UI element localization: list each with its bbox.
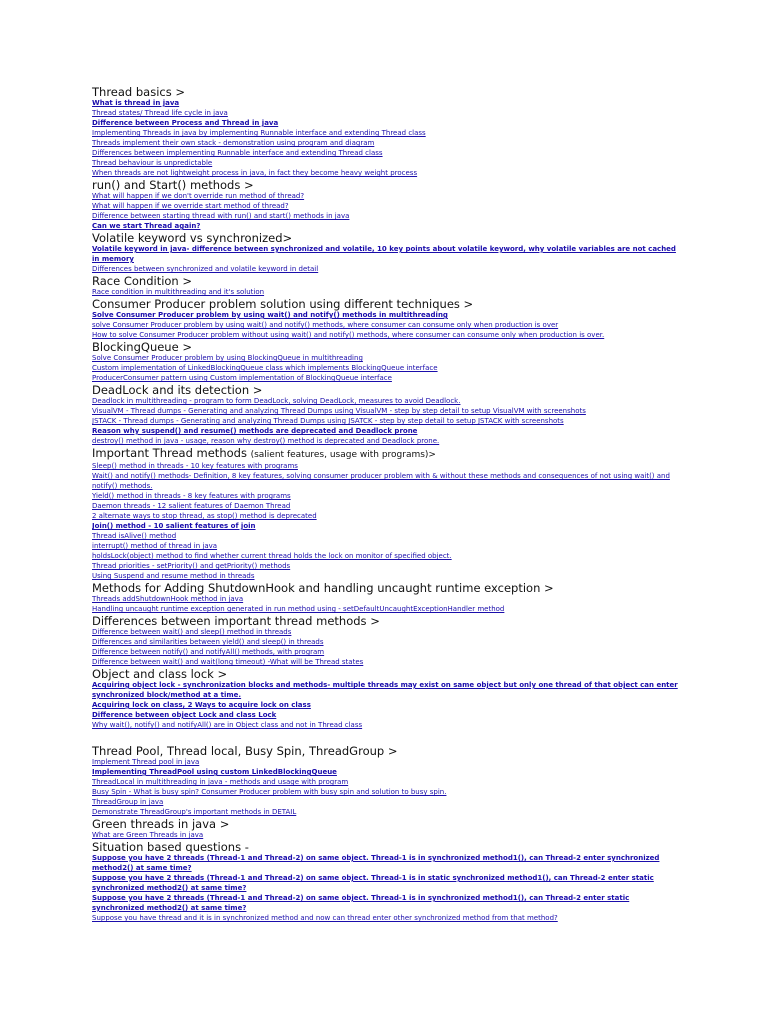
article-link[interactable]: Difference between wait() and sleep() method in threads bbox=[92, 628, 292, 636]
article-link[interactable]: destroy() method in java - usage, reason why destroy() method is deprecated and Deadlock prone. bbox=[92, 437, 440, 445]
article-link[interactable]: Busy Spin - What is busy spin? Consumer Producer problem with busy spin and solution to busy spin. bbox=[92, 788, 447, 796]
article-link[interactable]: Suppose you have 2 threads (Thread-1 and Thread-2) on same object. Thread-1 is in static synchronized method1(), can Thread-2 enter static synchronized method2() at same time? bbox=[92, 874, 654, 892]
article-link[interactable]: Race condition in multithreading and it's solution bbox=[92, 288, 265, 296]
section-object-and-class-lock bbox=[92, 668, 682, 730]
section-blockingqueue bbox=[92, 341, 682, 383]
section-volatile-keyword-vs-synchronized bbox=[92, 232, 682, 274]
article-link[interactable]: What will happen if we don't override run method of thread? bbox=[92, 192, 305, 200]
section-heading-text: Important Thread methods bbox=[92, 446, 247, 460]
article-link[interactable]: Acquiring object lock - synchronization blocks and methods- multiple threads may exist on same object but only one thread of that object can enter synchronized block/method at a time. bbox=[92, 681, 678, 699]
section-heading bbox=[92, 447, 682, 461]
section-heading bbox=[92, 384, 682, 396]
article-link[interactable]: Difference between Process and Thread in java bbox=[92, 119, 279, 127]
article-link[interactable]: Thread states/ Thread life cycle in java bbox=[92, 109, 228, 117]
section-heading-text: Object and class lock > bbox=[92, 667, 228, 681]
section-green-threads-in-java bbox=[92, 818, 682, 840]
article-link[interactable]: Solve Consumer Producer problem by using wait() and notify() methods in multithreading bbox=[92, 311, 448, 319]
article-link[interactable]: What are Green Threads in java bbox=[92, 831, 204, 839]
section-heading-text: Differences between important thread methods > bbox=[92, 614, 380, 628]
section-heading-text: Methods for Adding ShutdownHook and handling uncaught runtime exception > bbox=[92, 581, 554, 595]
article-link[interactable]: Difference between object Lock and class Lock bbox=[92, 711, 277, 719]
article-link[interactable]: VisualVM - Thread dumps - Generating and analyzing Thread Dumps using VisualVM - step by step detail to setup VisualVM with screenshots bbox=[92, 407, 586, 415]
article-link[interactable]: Custom implementation of LinkedBlockingQueue class which implements BlockingQueue interface bbox=[92, 364, 438, 372]
section-race-condition bbox=[92, 275, 682, 297]
article-link[interactable]: Demonstrate ThreadGroup's important methods in DETAIL bbox=[92, 808, 297, 816]
section-heading bbox=[92, 841, 682, 853]
article-link[interactable]: Yield() method in threads - 8 key features with programs bbox=[92, 492, 291, 500]
article-link[interactable]: Thread isAlive() method bbox=[92, 532, 177, 540]
article-link[interactable]: Threads implement their own stack - demonstration using program and diagram bbox=[92, 139, 375, 147]
section-heading-text: BlockingQueue > bbox=[92, 340, 192, 354]
article-link[interactable]: What will happen if we override start method of thread? bbox=[92, 202, 289, 210]
section-heading bbox=[92, 818, 682, 830]
article-link[interactable]: Differences between synchronized and volatile keyword in detail bbox=[92, 265, 319, 273]
document-body bbox=[92, 85, 682, 923]
article-link[interactable]: Difference between wait() and wait(long timeout) -What will be Thread states bbox=[92, 658, 364, 666]
section-heading bbox=[92, 341, 682, 353]
section-methods-for-adding-shutdownhook-and-hand bbox=[92, 582, 682, 614]
section-thread-pool-thread-local-busy-spin-threa bbox=[92, 730, 682, 817]
article-link[interactable]: Difference between starting thread with run() and start() methods in java bbox=[92, 212, 350, 220]
article-link[interactable]: Implementing Threads in java by implementing Runnable interface and extending Thread class bbox=[92, 129, 426, 137]
section-differences-between-important-thread-met bbox=[92, 615, 682, 667]
article-link[interactable]: Daemon threads - 12 salient features of Daemon Thread bbox=[92, 502, 291, 510]
section-heading-text: Green threads in java > bbox=[92, 817, 230, 831]
article-link[interactable]: What is thread in java bbox=[92, 99, 180, 107]
section-heading-note: (salient features, usage with programs)> bbox=[250, 450, 436, 460]
article-link[interactable]: When threads are not lightweight process in java, in fact they become heavy weight process bbox=[92, 169, 418, 177]
article-link[interactable]: ThreadLocal in multithreading in java - methods and usage with program bbox=[92, 778, 349, 786]
section-deadlock-and-its-detection bbox=[92, 384, 682, 446]
article-link[interactable]: 2 alternate ways to stop thread, as stop() method is deprecated bbox=[92, 512, 317, 520]
article-link[interactable]: Suppose you have 2 threads (Thread-1 and Thread-2) on same object. Thread-1 is in synchronized method1(), can Thread-2 enter static synchronized method2() at same time? bbox=[92, 894, 630, 912]
section-heading bbox=[92, 179, 682, 191]
article-link[interactable]: ProducerConsumer pattern using Custom implementation of BlockingQueue interface bbox=[92, 374, 392, 382]
section-heading-text: Thread basics > bbox=[92, 85, 186, 99]
article-link[interactable]: Handling uncaught runtime exception generated in run method using - setDefaultUncaughtExceptionHandler method bbox=[92, 605, 505, 613]
section-heading-text: Volatile keyword vs synchronized> bbox=[92, 231, 293, 245]
section-heading bbox=[92, 582, 682, 594]
section-heading-text: Race Condition > bbox=[92, 274, 193, 288]
article-link[interactable]: Thread behaviour is unpredictable bbox=[92, 159, 213, 167]
article-link[interactable]: Implement Thread pool in java bbox=[92, 758, 200, 766]
section-heading bbox=[92, 86, 682, 98]
section-heading-text: DeadLock and its detection > bbox=[92, 383, 263, 397]
section-situation-based-questions bbox=[92, 841, 682, 923]
article-link[interactable]: Difference between notify() and notifyAll() methods, with program bbox=[92, 648, 325, 656]
article-link[interactable]: Can we start Thread again? bbox=[92, 222, 201, 230]
section-heading bbox=[92, 275, 682, 287]
section-heading-text: run() and Start() methods > bbox=[92, 178, 254, 192]
section-run-and-start-methods bbox=[92, 179, 682, 231]
article-link[interactable]: Reason why suspend() and resume() methods are deprecated and Deadlock prone bbox=[92, 427, 418, 435]
article-link[interactable]: Sleep() method in threads - 10 key features with programs bbox=[92, 462, 298, 470]
article-link[interactable]: Volatile keyword in java- difference between synchronized and volatile, 10 key points about volatile keyword, why volatile variables are not cached in memory bbox=[92, 245, 676, 263]
article-link[interactable]: Differences and similarities between yield() and sleep() in threads bbox=[92, 638, 324, 646]
article-link[interactable]: Join() method - 10 salient features of join bbox=[92, 522, 256, 530]
article-link[interactable]: Deadlock in multithreading - program to form DeadLock, solving DeadLock, measures to avoid Deadlock. bbox=[92, 397, 461, 405]
section-heading-text: Thread Pool, Thread local, Busy Spin, ThreadGroup > bbox=[92, 744, 398, 758]
article-link[interactable]: solve Consumer Producer problem by using wait() and notify() methods, where consumer can consume only when production is over bbox=[92, 321, 559, 329]
article-link[interactable]: Differences between implementing Runnable interface and extending Thread class bbox=[92, 149, 383, 157]
section-heading-text: Situation based questions - bbox=[92, 840, 249, 854]
article-link[interactable]: Using Suspend and resume method in threads bbox=[92, 572, 255, 580]
article-link[interactable]: JSTACK - Thread dumps - Generating and analyzing Thread Dumps using JSATCK - step by step detail to setup JSTACK with screenshots bbox=[92, 417, 564, 425]
section-heading bbox=[92, 745, 682, 757]
section-heading bbox=[92, 232, 682, 244]
article-link[interactable]: Why wait(), notify() and notifyAll() are in Object class and not in Thread class bbox=[92, 721, 363, 729]
article-link[interactable]: interrupt() method of thread in java bbox=[92, 542, 218, 550]
section-heading bbox=[92, 298, 682, 310]
article-link[interactable]: ThreadGroup in java bbox=[92, 798, 164, 806]
section-consumer-producer-problem-solution-using bbox=[92, 298, 682, 340]
article-link[interactable]: Threads addShutdownHook method in java bbox=[92, 595, 244, 603]
article-link[interactable]: Suppose you have 2 threads (Thread-1 and Thread-2) on same object. Thread-1 is in synchronized method1(), can Thread-2 enter synchronized method2() at same time? bbox=[92, 854, 660, 872]
section-important-thread-methods bbox=[92, 447, 682, 581]
section-heading bbox=[92, 668, 682, 680]
article-link[interactable]: Implementing ThreadPool using custom LinkedBlockingQueue bbox=[92, 768, 337, 776]
section-heading bbox=[92, 615, 682, 627]
section-thread-basics bbox=[92, 86, 682, 178]
article-link[interactable]: Solve Consumer Producer problem by using BlockingQueue in multithreading bbox=[92, 354, 363, 362]
article-link[interactable]: Acquiring lock on class, 2 Ways to acquire lock on class bbox=[92, 701, 311, 709]
article-link[interactable]: Wait() and notify() methods- Definition, 8 key features, solving consumer producer problem with & without these methods and consequences of not using wait() and notify() methods. bbox=[92, 472, 670, 490]
article-link[interactable]: holdsLock(object) method to find whether current thread holds the lock on monitor of specified object. bbox=[92, 552, 452, 560]
article-link[interactable]: Suppose you have thread and it is in synchronized method and now can thread enter other synchronized method from that method? bbox=[92, 914, 558, 922]
article-link[interactable]: How to solve Consumer Producer problem without using wait() and notify() methods, where consumer can consume only when production is over. bbox=[92, 331, 605, 339]
article-link[interactable]: Thread priorities - setPriority() and getPriority() methods bbox=[92, 562, 291, 570]
section-heading-text: Consumer Producer problem solution using different techniques > bbox=[92, 297, 474, 311]
spacer bbox=[92, 730, 682, 744]
